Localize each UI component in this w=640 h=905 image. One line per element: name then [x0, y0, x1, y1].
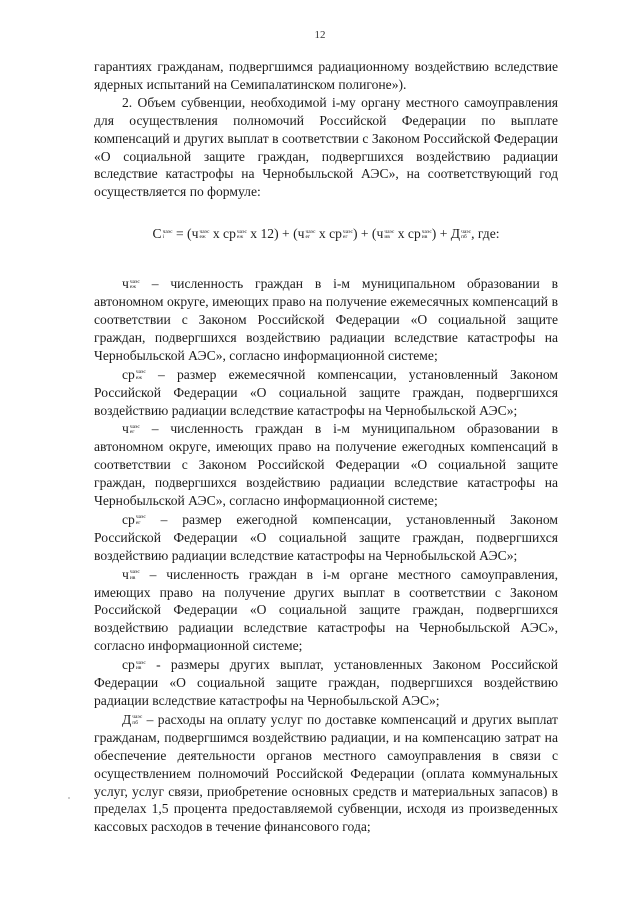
- formula-sup: чаэс: [305, 228, 316, 235]
- definition-symbol: [122, 421, 140, 436]
- definition-text: – размер ежемесячной компенсации, установленный Законом Российской Федерации «О социальной защите граждан, подвергшихся воздействию радиации вследствие катастрофы на Чернобыльской АЭС»;: [94, 366, 558, 418]
- definition-symbol: [122, 567, 140, 582]
- symbol-sup: чаэс: [132, 714, 143, 721]
- definition-paragraph: [94, 275, 558, 365]
- symbol-base: ч: [122, 276, 129, 292]
- symbol-base: ср: [122, 511, 135, 527]
- symbol-sup: чаэс: [135, 369, 146, 376]
- formula-lhs-sup: чаэс: [162, 228, 173, 235]
- formula-term: ч: [297, 226, 305, 242]
- formula-sub: еж: [199, 234, 206, 241]
- formula-sub: ег: [342, 234, 348, 241]
- symbol-sub: ег: [135, 519, 141, 526]
- formula-lhs-sub: i: [162, 234, 165, 241]
- symbol-base: ср: [122, 366, 135, 382]
- symbol-base: ср: [122, 657, 135, 673]
- symbol-sup: чаэс: [129, 569, 140, 576]
- symbol-sup: чаэс: [135, 514, 146, 521]
- definition-symbol: [122, 276, 140, 291]
- symbol-sub: ив: [135, 665, 142, 672]
- definition-text: – численность граждан в i-м органе местного самоуправления, имеющих право на получение других выплат в соответствии с Законом Российской Федерации «О социальной защите граждан, подвергшихся воздействию радиации вследствие катастрофы на Чернобыльской АЭС», согласно информационной системе;: [94, 566, 558, 654]
- formula: C чаэс i = (ч чаэс еж x ср чаэс еж x 12) + (ч чаэс ег x ср чаэс ег ) + (ч чаэс ив x ср чаэс ив ) + Д чаэс пб , где:: [152, 226, 500, 242]
- continuation-paragraph: гарантиях гражданам, подвергшимся радиационному воздействию вследствие ядерных испытаний на Семипалатинском полигоне»).: [94, 59, 558, 92]
- formula-term: ч: [376, 226, 384, 242]
- definition-text: – расходы на оплату услуг по доставке компенсаций и других выплат гражданам, подвергшимся воздействию радиации, и на компенсацию затрат на обеспечение деятельности органов местного самоуправления в связи с осуществлением полномочий Российской Федерации (оплата коммунальных услуг, услуг связи, приобретение основных средств и материальных запасов) в пределах 1,5 процента предоставляемой субвенции, исходя из произведенных кассовых расходов в течение финансового года;: [94, 711, 558, 835]
- formula-term: ср: [223, 226, 236, 242]
- symbol-sub: еж: [135, 374, 143, 381]
- symbol-sup: чаэс: [129, 278, 140, 285]
- formula-sub: еж: [236, 234, 244, 241]
- definitions-list: [94, 275, 558, 836]
- definition-text: – численность граждан в i-м муниципальном образовании в автономном округе, имеющих право на получение ежегодных компенсаций в соответствии с Законом Российской Федерации «О социальной защите граждан, подвергшихся воздействию радиации вследствие катастрофы на Чернобыльской АЭС», согласно информационной системе;: [94, 421, 558, 509]
- formula-sub: ив: [384, 234, 390, 241]
- definition-symbol: [122, 367, 146, 382]
- definition-symbol: [122, 712, 142, 727]
- formula-term: ч: [191, 226, 199, 242]
- definition-paragraph: [94, 566, 558, 656]
- definition-text: - размеры других выплат, установленных Законом Российской Федерации «О социальной защите граждан, подвергшихся воздействию радиации вследствие катастрофы на Чернобыльской АЭС»;: [94, 657, 558, 708]
- formula-sup: чаэс: [421, 228, 432, 235]
- definition-paragraph: [94, 366, 558, 420]
- symbol-sub: ив: [129, 574, 136, 581]
- formula-sub: ив: [421, 234, 428, 241]
- definition-paragraph: [94, 420, 558, 510]
- symbol-sup: чаэс: [129, 423, 140, 430]
- symbol-base: ч: [122, 421, 129, 437]
- definition-text: – численность граждан в i-м муниципальном образовании в автономном округе, имеющих право на получение ежемесячных компенсаций в соответствии с Законом Российской Федерации «О социальной защите граждан, подвергшихся воздействию радиации вследствие катастрофы на Чернобыльской АЭС», согласно информационной системе;: [94, 276, 558, 363]
- symbol-sup: чаэс: [135, 659, 146, 666]
- formula-sup: чаэс: [236, 228, 247, 235]
- symbol-sub: пб: [132, 719, 139, 726]
- definition-paragraph: [94, 711, 558, 836]
- intro-paragraph: 2. Объем субвенции, необходимой i-му органу местного самоуправления для осуществления полномочий Российской Федерации по выплате компенсаций и других выплат в соответствии с Законом Российской Федерации «О социальной защите граждан, подвергшихся воздействию радиации вследствие катастрофы на Чернобыльской АЭС», на соответствующий год осуществляется по формуле:: [94, 94, 558, 200]
- formula-sup: чаэс: [199, 228, 210, 235]
- scan-speck: [68, 797, 70, 799]
- symbol-base: ч: [122, 566, 129, 582]
- formula-sup: чаэс: [461, 228, 472, 235]
- formula-term: ср: [407, 226, 421, 242]
- formula-term: Д: [450, 226, 461, 242]
- formula-lhs: C: [152, 226, 162, 242]
- formula-tail: , где:: [471, 226, 500, 242]
- formula-term: ср: [329, 226, 342, 242]
- formula-sub: ег: [305, 234, 311, 241]
- formula-sub: пб: [461, 234, 467, 241]
- definition-symbol: [122, 512, 146, 527]
- definition-paragraph: [94, 511, 558, 565]
- page-number: 12: [314, 29, 326, 41]
- document-body: [94, 58, 558, 837]
- definition-symbol: [122, 657, 146, 672]
- definition-text: – размер ежегодной компенсации, установленный Законом Российской Федерации «О социальной защите граждан, подвергшихся воздействию радиации вследствие катастрофы на Чернобыльской АЭС»;: [94, 511, 558, 563]
- symbol-sub: ег: [129, 429, 135, 436]
- definition-paragraph: [94, 656, 558, 710]
- formula-sup: чаэс: [342, 228, 353, 235]
- formula-term: 12: [260, 226, 275, 242]
- symbol-sub: еж: [129, 284, 137, 291]
- symbol-base: Д: [122, 711, 132, 727]
- formula-sup: чаэс: [384, 228, 395, 235]
